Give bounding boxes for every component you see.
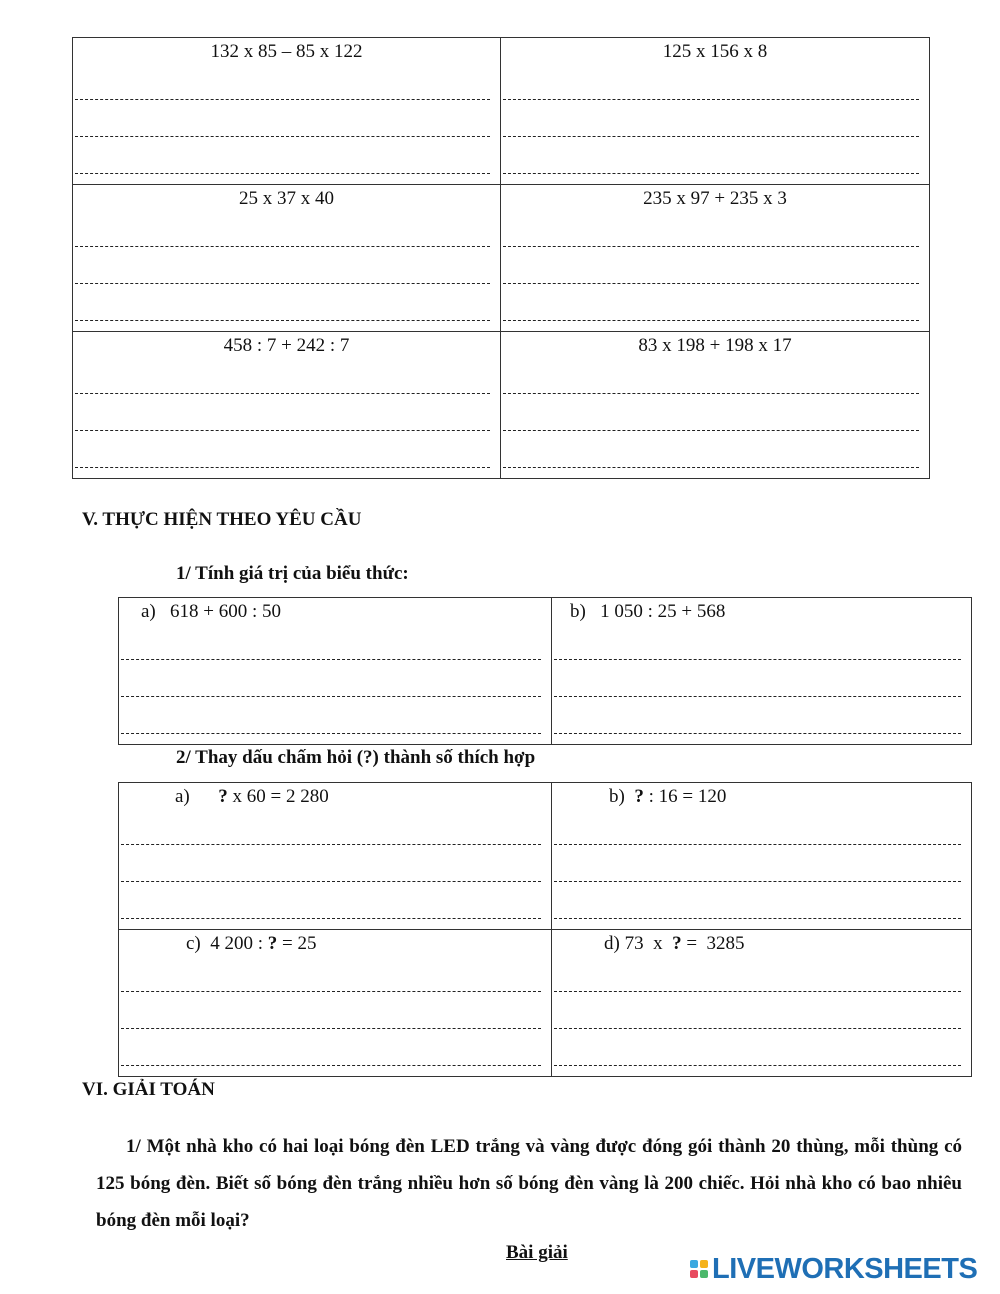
answer-line[interactable] xyxy=(503,431,919,468)
expression-rest: = 25 xyxy=(277,933,317,954)
answer-line[interactable] xyxy=(503,210,919,247)
logo-blocks-icon xyxy=(690,1260,708,1278)
expression-text: 458 : 7 + 242 : 7 xyxy=(223,335,350,356)
answer-line[interactable] xyxy=(554,697,961,734)
answer-line[interactable] xyxy=(121,992,541,1029)
expression-text xyxy=(552,783,971,808)
answer-line[interactable] xyxy=(121,660,541,697)
exercise-cell xyxy=(119,598,552,745)
question-mark: ? xyxy=(267,933,278,954)
answer-line[interactable] xyxy=(554,623,961,660)
table-row xyxy=(73,332,930,479)
answer-line[interactable] xyxy=(503,137,919,174)
answer-line[interactable] xyxy=(503,394,919,431)
exercise-cell xyxy=(501,185,930,332)
answer-line[interactable] xyxy=(554,808,961,845)
answer-line[interactable] xyxy=(503,357,919,394)
answer-line[interactable] xyxy=(75,210,490,247)
expression-text: 132 x 85 – 85 x 122 xyxy=(210,41,363,62)
expression-rest: = 3285 xyxy=(681,933,745,954)
answer-line[interactable] xyxy=(121,882,541,919)
expression-text: a) 618 + 600 : 50 xyxy=(141,601,282,622)
expression-table xyxy=(72,37,930,479)
answer-line[interactable] xyxy=(554,845,961,882)
expression-text xyxy=(119,930,551,955)
evaluate-table xyxy=(118,597,972,745)
answer-line[interactable] xyxy=(121,1029,541,1066)
logo-block xyxy=(690,1270,698,1278)
solution-label: Bài giải xyxy=(506,1242,568,1263)
answer-line[interactable] xyxy=(75,431,490,468)
answer-line[interactable] xyxy=(75,394,490,431)
answer-line[interactable] xyxy=(554,882,961,919)
answer-line[interactable] xyxy=(75,247,490,284)
section-heading: VI. GIẢI TOÁN xyxy=(82,1079,215,1100)
logo-text: LIVEWORKSHEETS xyxy=(712,1252,978,1285)
answer-line[interactable] xyxy=(503,63,919,100)
table-row xyxy=(73,38,930,185)
expression-text xyxy=(552,930,971,955)
answer-line[interactable] xyxy=(121,808,541,845)
exercise-cell xyxy=(552,930,972,1077)
expression-text: 125 x 156 x 8 xyxy=(662,41,768,62)
answer-line[interactable] xyxy=(554,992,961,1029)
table-row xyxy=(119,930,972,1077)
logo-block xyxy=(700,1270,708,1278)
answer-line[interactable] xyxy=(503,284,919,321)
answer-line[interactable] xyxy=(121,955,541,992)
exercise-cell xyxy=(73,332,501,479)
expression-text: b) 1 050 : 25 + 568 xyxy=(570,601,726,622)
exercise-cell xyxy=(119,783,552,930)
answer-line[interactable] xyxy=(75,100,490,137)
table-row xyxy=(119,598,972,745)
expression-prefix: d) 73 x xyxy=(604,933,673,954)
answer-line[interactable] xyxy=(503,100,919,137)
answer-line[interactable] xyxy=(554,1029,961,1066)
question-mark: ? xyxy=(634,786,644,807)
word-problem: 1/ Một nhà kho có hai loại bóng đèn LED trắng và vàng được đóng gói thành 20 thùng, mỗi thùng có 125 bóng đèn. Biết số bóng đèn trắng nhiều hơn số bóng đèn vàng là 200 chiếc. Hỏi nhà kho có bao nhiêu bóng đèn mỗi loại? xyxy=(96,1136,962,1231)
exercise-cell xyxy=(552,598,972,745)
question-title: 1/ Tính giá trị của biểu thức: xyxy=(176,563,409,584)
liveworksheets-logo xyxy=(690,1254,977,1284)
expression-prefix: a) xyxy=(175,786,219,807)
expression-text: 25 x 37 x 40 xyxy=(239,188,334,209)
expression-text: 83 x 198 + 198 x 17 xyxy=(638,335,792,356)
missing-number-table xyxy=(118,782,972,1077)
answer-line[interactable] xyxy=(121,845,541,882)
expression-text: 235 x 97 + 235 x 3 xyxy=(643,188,787,209)
answer-line[interactable] xyxy=(75,357,490,394)
question-mark: ? xyxy=(218,786,228,807)
section-heading: V. THỰC HIỆN THEO YÊU CẦU xyxy=(82,509,362,530)
table-row xyxy=(73,185,930,332)
answer-line[interactable] xyxy=(75,63,490,100)
expression-rest: : 16 = 120 xyxy=(643,786,727,807)
question-mark: ? xyxy=(672,933,682,954)
exercise-cell xyxy=(552,783,972,930)
answer-line[interactable] xyxy=(121,697,541,734)
exercise-cell xyxy=(501,332,930,479)
exercise-cell xyxy=(119,930,552,1077)
answer-line[interactable] xyxy=(503,247,919,284)
answer-line[interactable] xyxy=(75,284,490,321)
table-row xyxy=(119,783,972,930)
logo-block xyxy=(700,1260,708,1268)
expression-rest: x 60 = 2 280 xyxy=(227,786,329,807)
logo-block xyxy=(690,1260,698,1268)
expression-prefix: c) 4 200 : xyxy=(186,933,268,954)
exercise-cell xyxy=(73,38,501,185)
expression-text xyxy=(119,783,551,808)
answer-line[interactable] xyxy=(75,137,490,174)
exercise-cell xyxy=(73,185,501,332)
question-title: 2/ Thay dấu chấm hỏi (?) thành số thích hợp xyxy=(176,747,536,768)
answer-line[interactable] xyxy=(554,955,961,992)
exercise-cell xyxy=(501,38,930,185)
answer-line[interactable] xyxy=(121,623,541,660)
answer-line[interactable] xyxy=(554,660,961,697)
expression-prefix: b) xyxy=(609,786,635,807)
